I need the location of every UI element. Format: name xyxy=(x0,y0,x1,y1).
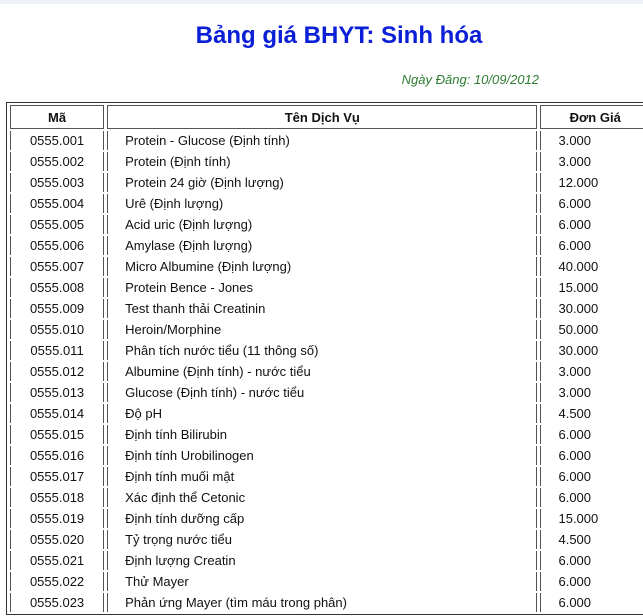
cell-unit-price: 6.000 xyxy=(540,593,643,612)
cell-unit-price: 6.000 xyxy=(540,425,643,444)
cell-service-name: Amylase (Định lượng) xyxy=(107,236,537,255)
cell-code: 0555.003 xyxy=(10,173,104,192)
cell-service-name: Albumine (Định tính) - nước tiểu xyxy=(107,362,537,381)
cell-unit-price: 3.000 xyxy=(540,152,643,171)
table-row xyxy=(10,341,643,360)
cell-unit-price: 6.000 xyxy=(540,488,643,507)
cell-code: 0555.014 xyxy=(10,404,104,423)
table-row xyxy=(10,152,643,171)
price-table xyxy=(7,103,643,614)
cell-service-name: Định tính Bilirubin xyxy=(107,425,537,444)
cell-unit-price: 15.000 xyxy=(540,509,643,528)
cell-service-name: Urê (Định lượng) xyxy=(107,194,537,213)
cell-unit-price: 12.000 xyxy=(540,173,643,192)
cell-code: 0555.012 xyxy=(10,362,104,381)
cell-service-name: Protein 24 giờ (Định lượng) xyxy=(107,173,537,192)
cell-unit-price: 30.000 xyxy=(540,299,643,318)
table-row xyxy=(10,173,643,192)
cell-code: 0555.023 xyxy=(10,593,104,612)
table-row xyxy=(10,320,643,339)
table-row xyxy=(10,446,643,465)
cell-code: 0555.011 xyxy=(10,341,104,360)
cell-unit-price: 6.000 xyxy=(540,215,643,234)
table-row xyxy=(10,572,643,591)
table-row xyxy=(10,257,643,276)
cell-service-name: Định lượng Creatin xyxy=(107,551,537,570)
cell-unit-price: 6.000 xyxy=(540,446,643,465)
cell-unit-price: 3.000 xyxy=(540,383,643,402)
posted-date: Ngày Đăng: 10/09/2012 xyxy=(401,72,539,87)
cell-code: 0555.001 xyxy=(10,131,104,150)
cell-unit-price: 40.000 xyxy=(540,257,643,276)
cell-code: 0555.017 xyxy=(10,467,104,486)
cell-code: 0555.007 xyxy=(10,257,104,276)
cell-unit-price: 6.000 xyxy=(540,194,643,213)
cell-code: 0555.010 xyxy=(10,320,104,339)
cell-code: 0555.008 xyxy=(10,278,104,297)
cell-unit-price: 3.000 xyxy=(540,362,643,381)
cell-service-name: Thử Mayer xyxy=(107,572,537,591)
table-row xyxy=(10,236,643,255)
table-row xyxy=(10,131,643,150)
table-row xyxy=(10,362,643,381)
cell-unit-price: 4.500 xyxy=(540,530,643,549)
cell-service-name: Định tính muối mật xyxy=(107,467,537,486)
cell-unit-price: 4.500 xyxy=(540,404,643,423)
cell-unit-price: 50.000 xyxy=(540,320,643,339)
top-strip xyxy=(0,0,643,4)
cell-service-name: Phân tích nước tiểu (11 thông số) xyxy=(107,341,537,360)
table-row xyxy=(10,404,643,423)
header-code: Mã xyxy=(10,105,104,129)
cell-service-name: Protein (Định tính) xyxy=(107,152,537,171)
header-service-name: Tên Dịch Vụ xyxy=(107,105,537,129)
cell-service-name: Định tính Urobilinogen xyxy=(107,446,537,465)
table-row xyxy=(10,299,643,318)
header-unit-price: Đơn Giá xyxy=(540,105,643,129)
table-row xyxy=(10,425,643,444)
cell-unit-price: 6.000 xyxy=(540,236,643,255)
cell-service-name: Định tính dưỡng cấp xyxy=(107,509,537,528)
cell-code: 0555.015 xyxy=(10,425,104,444)
table-row xyxy=(10,551,643,570)
table-header-row xyxy=(10,105,643,129)
cell-service-name: Micro Albumine (Định lượng) xyxy=(107,257,537,276)
cell-code: 0555.018 xyxy=(10,488,104,507)
cell-service-name: Protein Bence - Jones xyxy=(107,278,537,297)
cell-code: 0555.020 xyxy=(10,530,104,549)
cell-unit-price: 6.000 xyxy=(540,551,643,570)
cell-service-name: Glucose (Định tính) - nước tiểu xyxy=(107,383,537,402)
cell-service-name: Acid uric (Định lượng) xyxy=(107,215,537,234)
table-row xyxy=(10,194,643,213)
table-row xyxy=(10,530,643,549)
table-row xyxy=(10,488,643,507)
cell-code: 0555.019 xyxy=(10,509,104,528)
cell-code: 0555.009 xyxy=(10,299,104,318)
cell-service-name: Phản ứng Mayer (tìm máu trong phân) xyxy=(107,593,537,612)
price-table-frame xyxy=(6,102,643,615)
cell-service-name: Xác định thể Cetonic xyxy=(107,488,537,507)
cell-service-name: Test thanh thải Creatinin xyxy=(107,299,537,318)
cell-service-name: Tỷ trọng nước tiểu xyxy=(107,530,537,549)
cell-code: 0555.016 xyxy=(10,446,104,465)
table-row xyxy=(10,467,643,486)
table-row xyxy=(10,278,643,297)
table-row xyxy=(10,383,643,402)
cell-unit-price: 3.000 xyxy=(540,131,643,150)
cell-code: 0555.013 xyxy=(10,383,104,402)
cell-code: 0555.002 xyxy=(10,152,104,171)
cell-service-name: Heroin/Morphine xyxy=(107,320,537,339)
table-row xyxy=(10,509,643,528)
cell-unit-price: 6.000 xyxy=(540,467,643,486)
table-body xyxy=(10,131,643,612)
cell-unit-price: 6.000 xyxy=(540,572,643,591)
cell-service-name: Protein - Glucose (Định tính) xyxy=(107,131,537,150)
cell-code: 0555.006 xyxy=(10,236,104,255)
cell-unit-price: 15.000 xyxy=(540,278,643,297)
cell-code: 0555.004 xyxy=(10,194,104,213)
cell-code: 0555.022 xyxy=(10,572,104,591)
table-row xyxy=(10,215,643,234)
cell-code: 0555.005 xyxy=(10,215,104,234)
page-title: Bảng giá BHYT: Sinh hóa xyxy=(195,22,483,49)
cell-service-name: Độ pH xyxy=(107,404,537,423)
cell-code: 0555.021 xyxy=(10,551,104,570)
table-row xyxy=(10,593,643,612)
cell-unit-price: 30.000 xyxy=(540,341,643,360)
